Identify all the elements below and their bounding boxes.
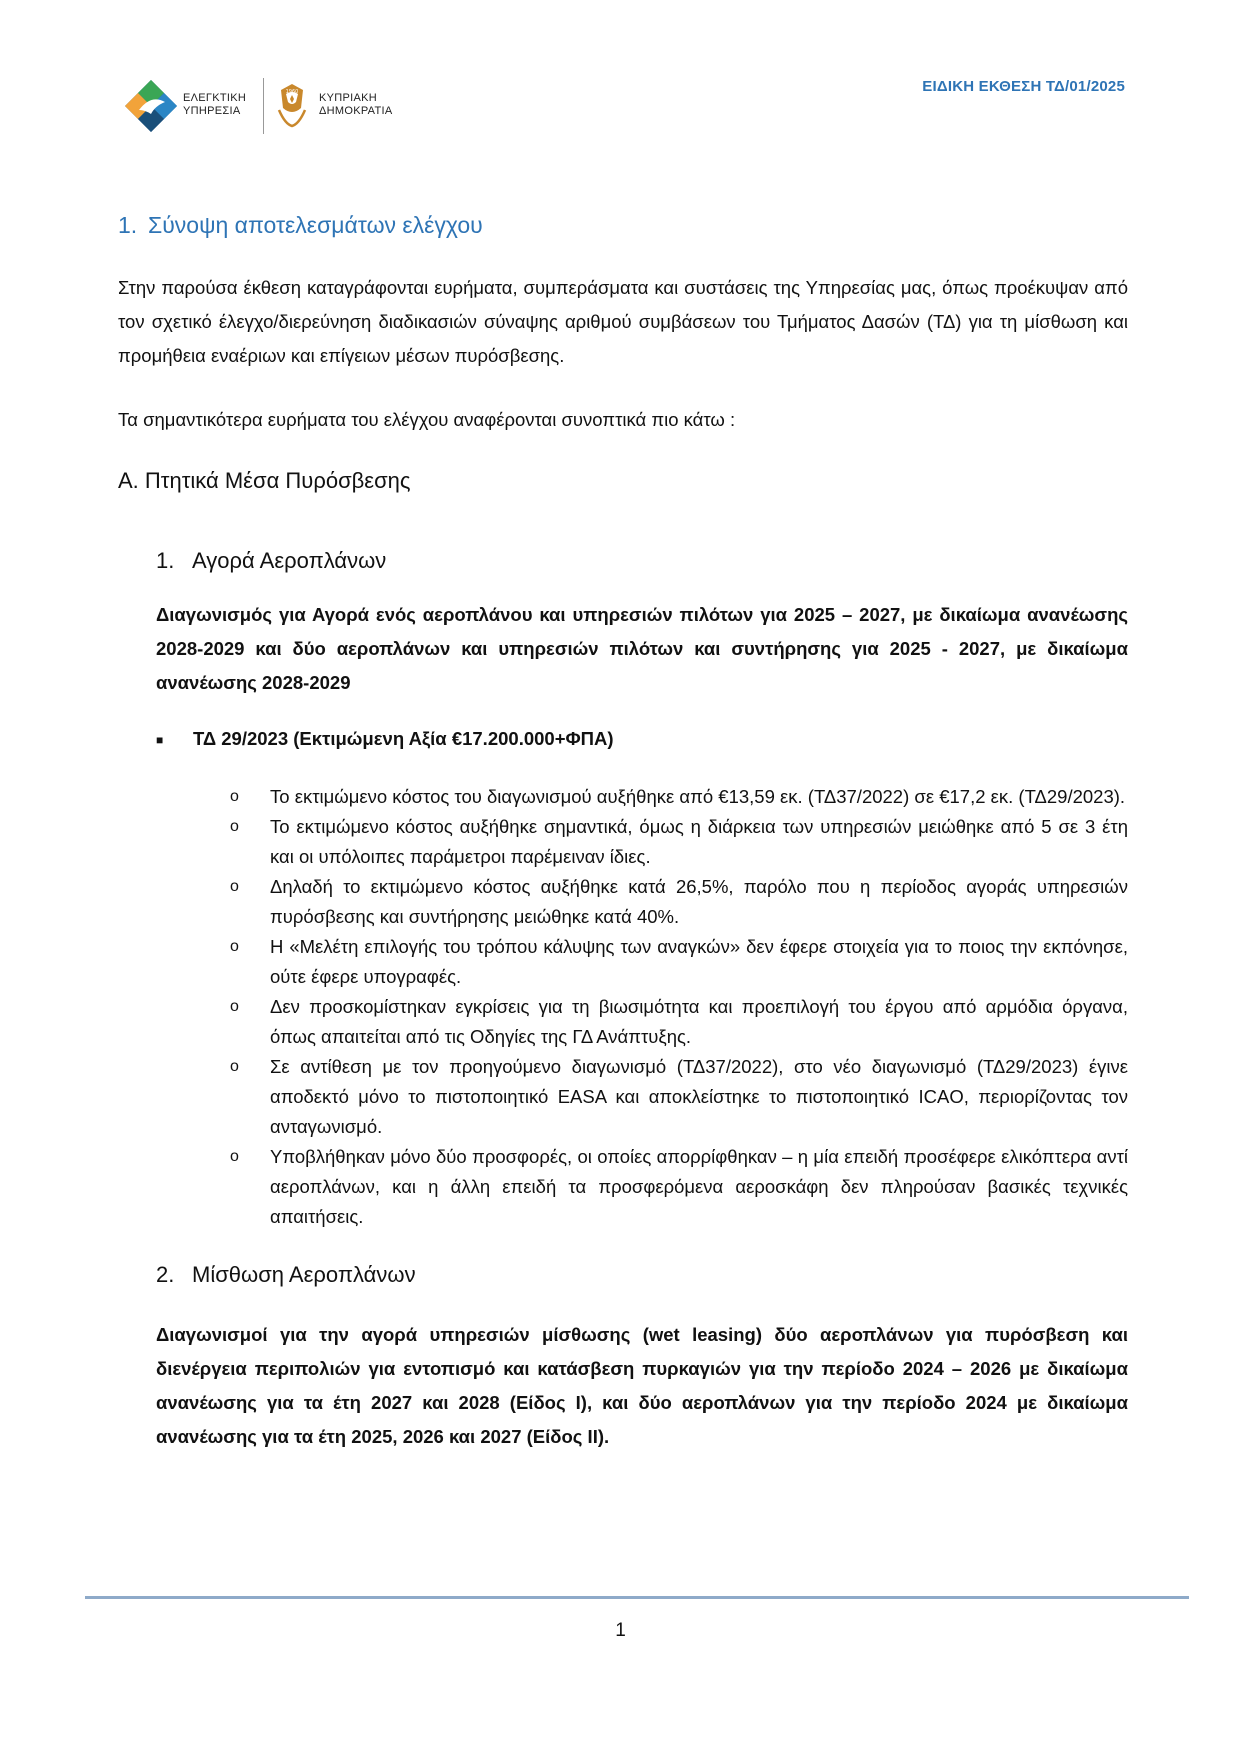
item1-tender-bullet — [118, 728, 1128, 752]
logo1-line1: ΕΛΕΓΚΤΙΚΗ — [183, 92, 247, 104]
subsection-a-title: Α. Πτητικά Μέσα Πυρόσβεσης — [118, 468, 411, 493]
item1-tender-description: Διαγωνισμός για Αγορά ενός αεροπλάνου και υπηρεσιών πιλότων για 2025 – 2027, με δικαίωμα ανανέωσης 2028-2029 και δύο αεροπλάνων και υπηρεσιών πιλότων και συντήρησης για 2025 - 2027, με δικαίωμα ανανέωσης 2028-2029 — [156, 604, 1128, 693]
circle-bullet-icon: o — [230, 1058, 239, 1075]
circle-bullet-icon: o — [230, 818, 239, 835]
item1-findings-list — [118, 782, 1128, 1232]
finding-item: o Σε αντίθεση με τον προηγούμενο διαγωνισμό (ΤΔ37/2022), στο νέο διαγωνισμό (ΤΔ29/2023) έγινε αποδεκτό μόνο το πιστοποιητικό EASA και αποκλείστηκε το πιστοποιητικό ICAO, περιορίζοντας τον ανταγωνισμό. — [230, 1052, 1128, 1142]
item1-number: 1. — [156, 548, 175, 573]
item1-heading — [118, 548, 1128, 574]
square-bullet-icon: ■ — [156, 733, 164, 747]
item1-tender-code: ΤΔ 29/2023 (Εκτιμώμενη Αξία €17.200.000+ΦΠΑ) — [193, 728, 614, 749]
report-id: ΕΙΔΙΚΗ ΕΚΘΕΣΗ ΤΔ/01/2025 — [922, 78, 1125, 95]
svg-text:1960: 1960 — [285, 89, 299, 95]
circle-bullet-icon: o — [230, 1148, 239, 1165]
item2-title: Μίσθωση Αεροπλάνων — [192, 1262, 416, 1287]
finding-item: o Δεν προσκομίστηκαν εγκρίσεις για τη βιωσιμότητα και προεπιλογή του έργου από αρμόδια όργανα, όπως απαιτείται από τις Οδηγίες της ΓΔ Ανάπτυξης. — [230, 992, 1128, 1052]
section-heading — [118, 212, 1128, 239]
cyprus-coat-of-arms-icon — [273, 80, 311, 130]
page-content — [118, 212, 1128, 1454]
finding-item: o Δηλαδή το εκτιμώμενο κόστος αυξήθηκε κατά 26,5%, παρόλο που η περίοδος αγοράς υπηρεσιών πυρόσβεσης και συντήρησης μειώθηκε κατά 40%. — [230, 872, 1128, 932]
finding-item: o Το εκτιμώμενο κόστος του διαγωνισμού αυξήθηκε από €13,59 εκ. (ΤΔ37/2022) σε €17,2 εκ. (ΤΔ29/2023). — [230, 782, 1128, 812]
logo1-line2: ΥΠΗΡΕΣΙΑ — [183, 105, 241, 117]
item2-tender-description: Διαγωνισμοί για την αγορά υπηρεσιών μίσθωσης (wet leasing) δύο αεροπλάνων για πυρόσβεση και διενέργεια περιπολιών για εντοπισμό και κατάσβεση πυρκαγιών για την περίοδο 2024 – 2026 με δικαίωμα ανανέωσης για τα έτη 2027 και 2028 (Είδος Ι), και δύο αεροπλάνων για την περίοδο 2024 με δικαίωμα ανανέωσης για τα έτη 2025, 2026 και 2027 (Είδος ΙΙ). — [156, 1324, 1128, 1447]
circle-bullet-icon: o — [230, 998, 239, 1015]
footer-rule — [85, 1596, 1189, 1599]
item2-heading — [118, 1262, 1128, 1288]
section-title: Σύνοψη αποτελεσμάτων ελέγχου — [148, 212, 483, 238]
intro-paragraph: Στην παρούσα έκθεση καταγράφονται ευρήματα, συμπεράσματα και συστάσεις της Υπηρεσίας μας, όπως προέκυψαν από τον σχετικό έλεγχο/διερεύνηση διαδικασιών σύναψης αριθμού συμβάσεων του Τμήματος Δασών (ΤΔ) για τη μίσθωση και προμήθεια εναέριων και επίγειων μέσων πυρόσβεσης. — [118, 277, 1128, 366]
page-number: 1 — [615, 1620, 626, 1641]
audit-office-logo — [125, 78, 255, 136]
item1-title: Αγορά Αεροπλάνων — [192, 548, 387, 573]
circle-bullet-icon: o — [230, 788, 239, 805]
finding-item: o Η «Μελέτη επιλογής του τρόπου κάλυψης των αναγκών» δεν έφερε στοιχεία για το ποιος την εκπόνησε, ούτε έφερε υπογραφές. — [230, 932, 1128, 992]
logo2-line2: ΔΗΜΟΚΡΑΤΙΑ — [319, 105, 393, 117]
logo2-line1: ΚΥΠΡΙΑΚΗ — [319, 92, 378, 104]
finding-item: o Υποβλήθηκαν μόνο δύο προσφορές, οι οποίες απορρίφθηκαν – η μία επειδή προσέφερε ελικόπτερα αντί αεροπλάνων, και η άλλη επειδή τα προσφερόμενα αεροσκάφη δεν πληρούσαν βασικές τεχνικές απαιτήσεις. — [230, 1142, 1128, 1232]
section-number: 1. — [118, 212, 138, 238]
circle-bullet-icon: o — [230, 938, 239, 955]
logo-separator — [263, 78, 264, 134]
lead-paragraph: Τα σημαντικότερα ευρήματα του ελέγχου αναφέρονται συνοπτικά πιο κάτω : — [118, 409, 736, 430]
circle-bullet-icon: o — [230, 878, 239, 895]
audit-office-emblem-icon — [125, 80, 177, 132]
page-header — [125, 78, 1125, 138]
cyprus-republic-logo — [273, 78, 423, 136]
item2-number: 2. — [156, 1262, 175, 1287]
finding-item: o Το εκτιμώμενο κόστος αυξήθηκε σημαντικά, όμως η διάρκεια των υπηρεσιών μειώθηκε από 5 σε 3 έτη και οι υπόλοιπες παράμετροι παρέμειναν ίδιες. — [230, 812, 1128, 872]
